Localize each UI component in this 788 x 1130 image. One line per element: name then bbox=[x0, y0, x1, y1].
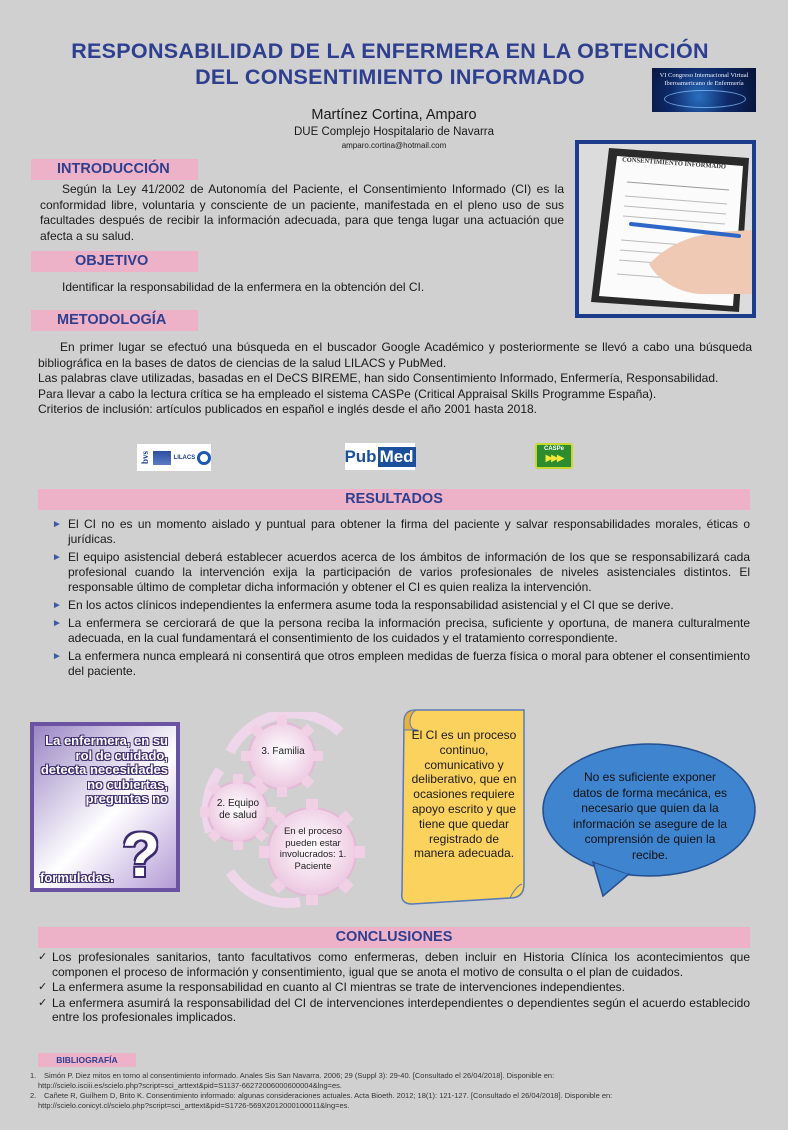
section-heading-conclusiones: CONCLUSIONES bbox=[38, 927, 750, 948]
lilacs-logo bbox=[137, 444, 211, 471]
ci-process-scroll bbox=[398, 708, 528, 906]
check-icon: ✓ bbox=[38, 981, 48, 993]
list-item bbox=[50, 517, 750, 547]
metodologia-paragraph: Las palabras clave utilizadas, basadas en el DeCS BIREME, han sido Consentimiento Informado, Enfermería, Responsabilidad. bbox=[38, 371, 719, 385]
speech-bubble-text: No es suficiente exponer datos de forma mecánica, es necesario que quien da la información se asegure de la comprensión de quien la recibe. bbox=[572, 770, 728, 862]
list-item-text: La enfermera asume la responsabilidad en cuanto al CI mientras se trate de intervenciones independientes. bbox=[52, 980, 626, 994]
author-email: amparo.cortina@hotmail.com bbox=[341, 141, 447, 150]
metodologia-paragraph: Para llevar a cabo la lectura crítica se ha empleado el sistema CASPe (Critical Appraisal Skills Programme España). bbox=[38, 386, 657, 401]
bibliography-entry bbox=[30, 1091, 750, 1111]
metodologia-text bbox=[38, 340, 752, 418]
list-item bbox=[50, 616, 750, 646]
pubmed-med-text: Med bbox=[379, 446, 414, 466]
nurse-role-last-word: formuladas. bbox=[40, 870, 114, 885]
caspe-logo bbox=[535, 443, 573, 469]
list-item-text: Los profesionales sanitarios, tanto facultativos como enfermeras, deben incluir en Historia Clínica los acontecimientos que componen el proceso de información y consentimiento, igual que se anota el motivo de consulta o el plan de cuidados. bbox=[52, 950, 750, 979]
gear-paciente-label: En el proceso pueden estar involucrados: 1. Paciente bbox=[279, 826, 347, 872]
ci-process-text: El CI es un proceso continuo, comunicativo y deliberativo, que en ocasiones requiere apoyo escrito y que tiene que quedar registrado de manera adecuada. bbox=[411, 728, 517, 861]
metodologia-paragraph: En primer lugar se efectuó una búsqueda en el buscador Google Académico y posteriormente se llevó a cabo una búsqueda bibliográfica en la bases de datos de ciencias de la salud LILACS y PubMed. bbox=[38, 340, 752, 370]
list-item-text: El equipo asistencial deberá establecer acuerdos acerca de los ámbitos de información de los que se responsabilizará cada profesional cuando la intervención exija la participación de varios profesionales de niveles asistenciales distintos. El responsable último de completar dicha información y obtener el CI es quien realiza la intervención. bbox=[68, 550, 750, 594]
title-line-1: RESPONSABILIDAD DE LA ENFERMERA EN LA OBTENCIÓN bbox=[71, 39, 709, 63]
bibliography-citation: Simón P. Diez mitos en torno al consentimiento informado. Anales Sis San Navarra. 2006; 29 (Suppl 3): 29-40. [Consultado el 26/04/2018]. Disponible en: bbox=[44, 1071, 555, 1080]
list-item bbox=[50, 598, 750, 613]
list-item bbox=[50, 649, 750, 679]
conclusiones-list bbox=[38, 950, 750, 1026]
consent-form-photo bbox=[575, 140, 756, 318]
section-heading-objetivo: OBJETIVO bbox=[31, 251, 198, 272]
list-item-text: El CI no es un momento aislado y puntual para obtener la firma del paciente y salvar responsabilidades morales, éticas o jurídicas. bbox=[68, 517, 750, 546]
check-icon: ✓ bbox=[38, 951, 48, 963]
form-heading: CONSENTIMIENTO INFORMADO bbox=[621, 156, 727, 171]
author-affiliation: DUE Complejo Hospitalario de Navarra bbox=[293, 126, 495, 138]
bvs-logo-text: bvs bbox=[140, 450, 150, 464]
poster-title bbox=[40, 38, 740, 90]
caspe-logo-text: CASPe bbox=[543, 446, 564, 452]
bullet-arrow-icon: ► bbox=[52, 651, 62, 662]
bibliography-number: 2. bbox=[30, 1091, 37, 1100]
check-icon: ✓ bbox=[38, 996, 48, 1009]
bibliography-link[interactable]: http://scielo.isciii.es/scielo.php?script=sci_arttext&pid=S1137-66272006000600004&lng=es. bbox=[38, 1081, 343, 1090]
involved-parties-diagram bbox=[190, 712, 380, 910]
title-line-2: DEL CONSENTIMIENTO INFORMADO bbox=[195, 65, 585, 89]
author-name: Martínez Cortina, Amparo bbox=[311, 107, 477, 123]
list-item bbox=[50, 550, 750, 595]
caspe-arrows-icon: ▶▶▶ bbox=[545, 453, 563, 464]
congress-logo bbox=[652, 68, 756, 112]
question-mark-icon: ? bbox=[122, 821, 160, 890]
bibliography-citation: Cañete R, Guilhem D, Brito K. Consentimiento informado: algunas consideraciones actuales. Acta Bioeth. 2012; 18(1): 121-127. [Consultado el 26/04/2018]. Disponible en: bbox=[44, 1091, 613, 1100]
list-item bbox=[38, 980, 750, 995]
introduccion-text: Según la Ley 41/2002 de Autonomía del Paciente, el Consentimiento Informado (CI) es la conformidad libre, voluntaria y consciente de un paciente, manifestada en el pleno uso de sus facultades después de recibir la información adecuada, para que tenga lugar una actuación que afecta a su salud. bbox=[40, 182, 564, 243]
bullet-arrow-icon: ► bbox=[52, 552, 62, 563]
lilacs-circle-icon bbox=[197, 451, 211, 465]
nurse-role-box bbox=[30, 722, 180, 892]
metodologia-paragraph: Criterios de inclusión: artículos publicados en español e inglés desde el año 2001 hasta 2018. bbox=[38, 402, 537, 416]
bibliography-link[interactable]: http://scielo.conicyt.cl/scielo.php?script=sci_arttext&pid=S1726-569X2012000100011&lng=es. bbox=[38, 1101, 350, 1110]
section-heading-bibliografia: BIBLIOGRAFÍA bbox=[38, 1053, 136, 1067]
bullet-arrow-icon: ► bbox=[52, 519, 62, 530]
objetivo-text: Identificar la responsabilidad de la enfermera en la obtención del CI. bbox=[62, 280, 425, 294]
nurse-role-text: La enfermera, en su rol de cuidado, detecta necesidades no cubiertas, preguntas no bbox=[40, 733, 168, 806]
bvs-emblem-icon bbox=[153, 451, 171, 465]
pubmed-pub-text: Pub bbox=[344, 446, 377, 466]
bibliography-entry bbox=[30, 1071, 750, 1091]
pubmed-logo bbox=[345, 443, 415, 470]
bullet-arrow-icon: ► bbox=[52, 618, 62, 629]
list-item-text: La enfermera asumirá la responsabilidad del CI de intervenciones interdependientes o dependientes según el acuerdo establecido entre los profesionales implicados. bbox=[52, 995, 750, 1024]
section-heading-metodologia: METODOLOGÍA bbox=[31, 310, 198, 331]
gear-equipo-label: 2. Equipo de salud bbox=[216, 798, 260, 821]
section-heading-introduccion: INTRODUCCIÓN bbox=[31, 159, 198, 180]
congress-logo-line-2: Iberoamericano de Enfermería bbox=[664, 79, 744, 87]
section-heading-resultados: RESULTADOS bbox=[38, 489, 750, 510]
congress-logo-ring bbox=[664, 90, 746, 108]
bibliography-list bbox=[30, 1071, 750, 1111]
list-item-text: En los actos clínicos independientes la enfermera asume toda la responsabilidad asistencial y el CI que se derive. bbox=[68, 598, 674, 612]
bibliography-number: 1. bbox=[30, 1071, 37, 1080]
lilacs-logo-text: LILACS bbox=[173, 454, 196, 461]
congress-logo-line-1: VI Congreso Internacional Virtual bbox=[659, 72, 749, 79]
list-item-text: La enfermera nunca empleará ni consentirá que otros empleen medidas de fuerza física o moral para obtener el consentimiento del paciente. bbox=[68, 649, 750, 678]
bullet-arrow-icon: ► bbox=[52, 600, 62, 611]
list-item bbox=[38, 996, 750, 1025]
list-item-text: La enfermera se cerciorará de que la persona reciba la información precisa, suficiente y oportuna, de manera culturalmente adecuada, en la cual fundamentará el consentimiento de los cuidados y el tratamiento correspondiente. bbox=[68, 616, 750, 645]
gear-familia-label: 3. Familia bbox=[261, 746, 305, 757]
list-item bbox=[38, 950, 750, 979]
resultados-list bbox=[50, 517, 750, 682]
